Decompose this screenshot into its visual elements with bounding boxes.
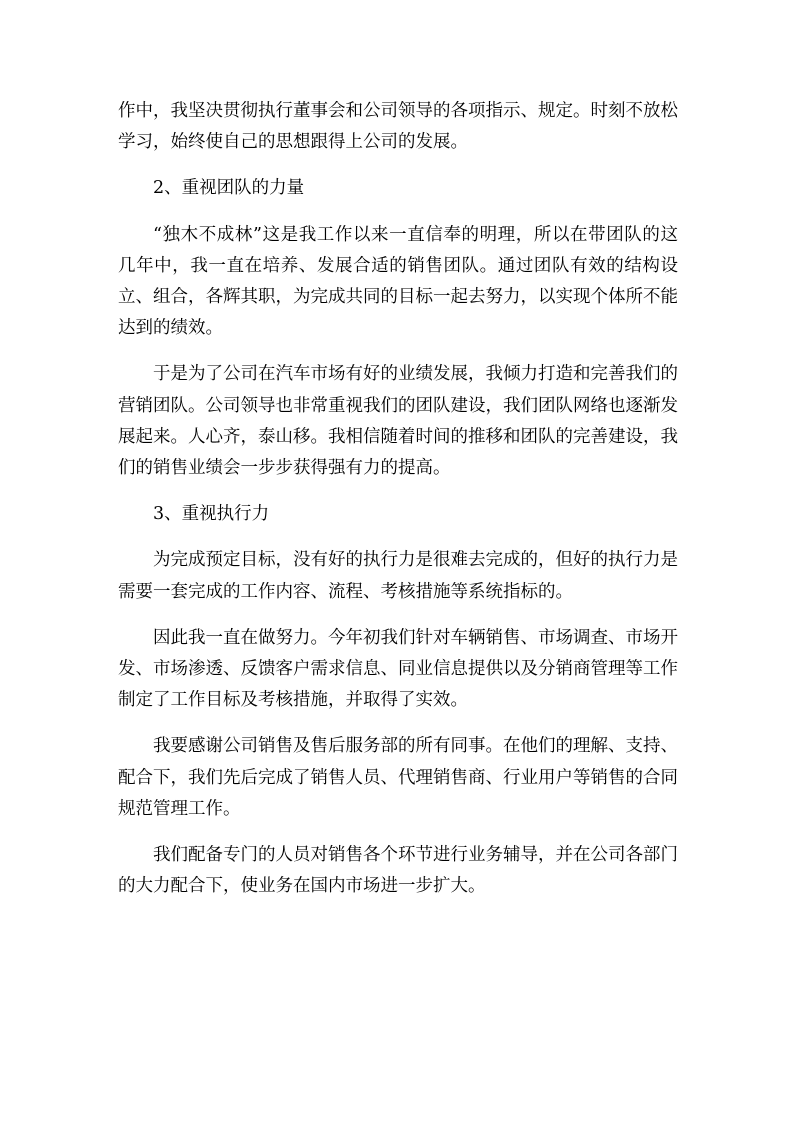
document-body: [118, 96, 678, 917]
paragraph-continuation: 作中，我坚决贯彻执行董事会和公司领导的各项指示、规定。时刻不放松学习，始终使自己的思想跟得上公司的发展。: [118, 101, 678, 153]
paragraph-execution-2: 因此我一直在做努力。今年初我们针对车辆销售、市场调查、市场开发、市场渗透、反馈客户需求信息、同业信息提供以及分销商管理等工作制定了工作目标及考核措施，并取得了实效。: [118, 627, 678, 711]
paragraph-thanks: 我要感谢公司销售及售后服务部的所有同事。在他们的理解、支持、配合下，我们先后完成了销售人员、代理销售商、行业用户等销售的合同规范管理工作。: [118, 736, 678, 819]
paragraph-team-1: “独木不成林”这是我工作以来一直信奉的明理，所以在带团队的这几年中，我一直在培养、发展合适的销售团队。通过团队有效的结构设立、组合，各辉其职，为完成共同的目标一起去努力，以实现个体所不能达到的绩效。: [118, 224, 678, 339]
paragraph-guidance: 我们配备专门的人员对销售各个环节进行业务辅导，并在公司各部门的大力配合下，使业务在国内市场进一步扩大。: [118, 845, 678, 897]
section-heading-execution: 3、重视执行力: [153, 504, 270, 525]
section-heading-team: 2、重视团队的力量: [153, 178, 305, 199]
paragraph-execution-1: 为完成预定目标，没有好的执行力是很难去完成的，但好的执行力是需要一套完成的工作内容、流程、考核措施等系统指标的。: [118, 550, 678, 602]
paragraph-team-2: 于是为了公司在汽车市场有好的业绩发展，我倾力打造和完善我们的营销团队。公司领导也非常重视我们的团队建设，我们团队网络也逐渐发展起来。人心齐，泰山移。我相信随着时间的推移和团队的完善建设，我们的销售业绩会一步步获得强有力的提高。: [118, 364, 678, 479]
